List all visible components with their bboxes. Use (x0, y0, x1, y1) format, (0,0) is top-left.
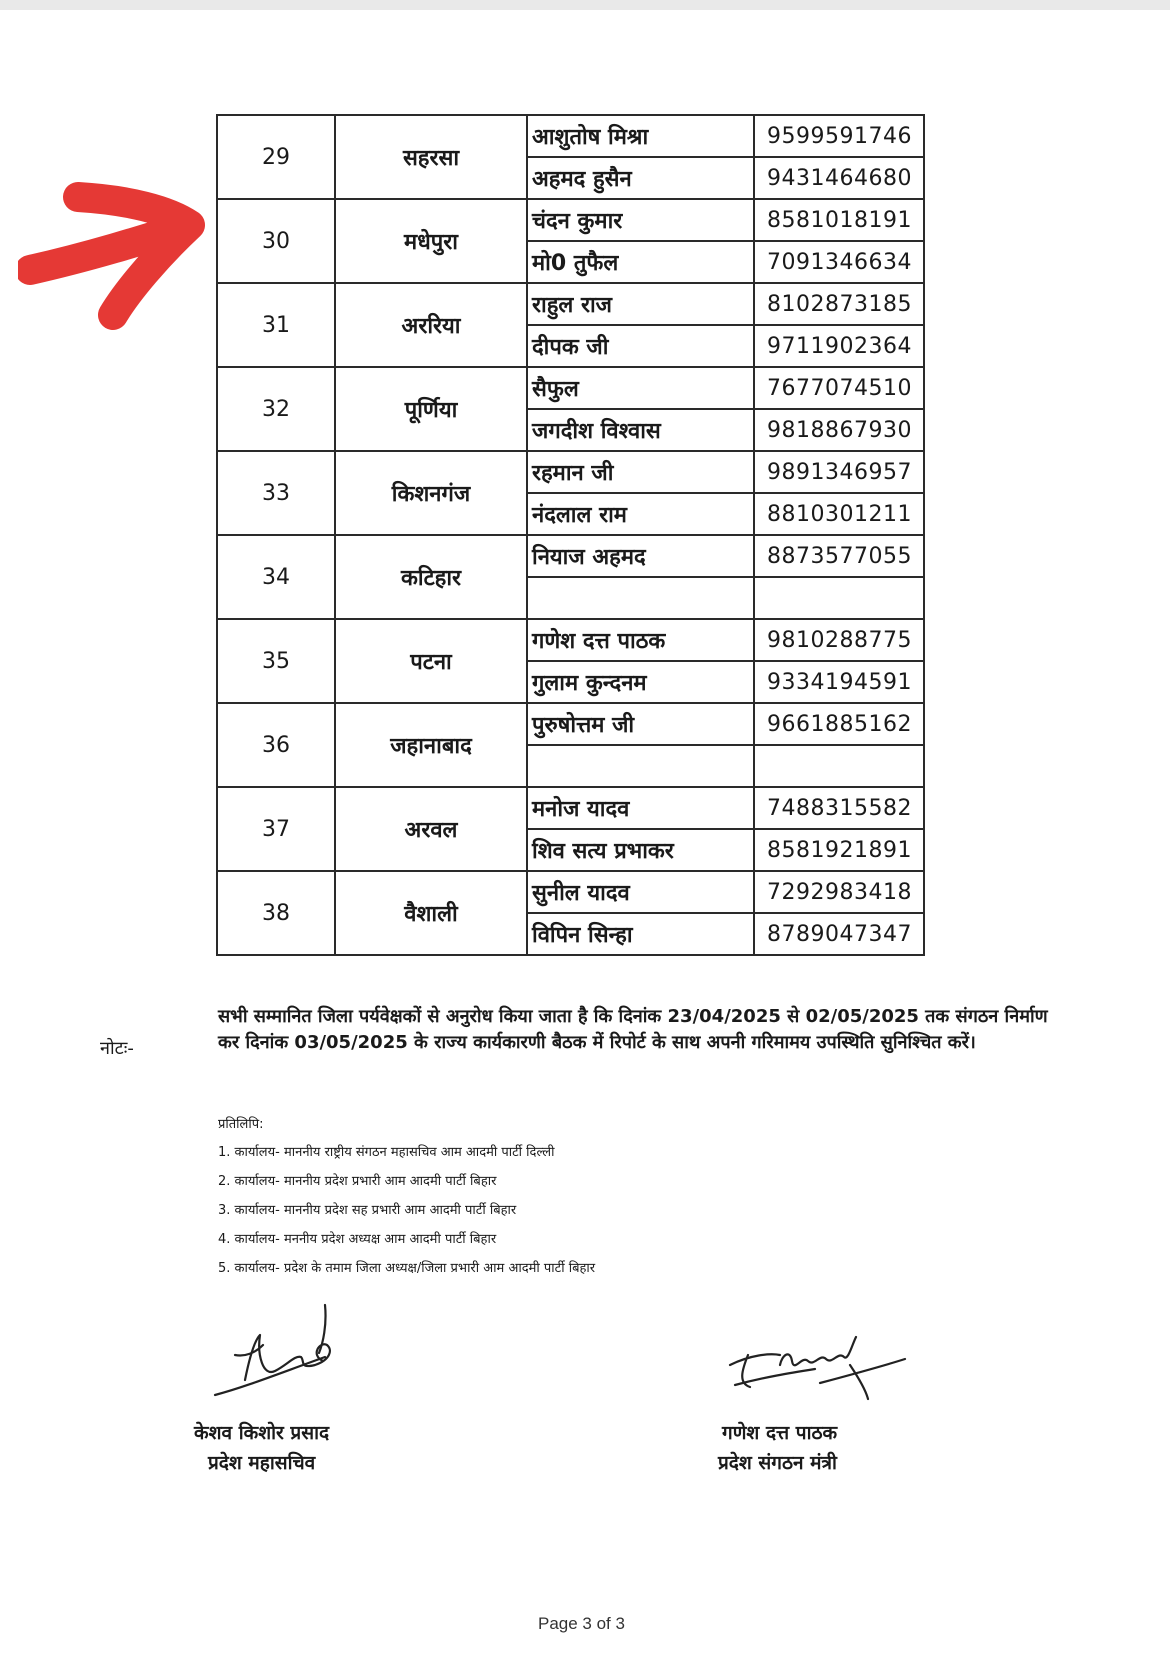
table-row (217, 115, 924, 157)
signature-left (205, 1295, 355, 1405)
cc-heading: प्रतिलिपि: (218, 1117, 264, 1132)
district-name: किशनगंज (335, 451, 527, 535)
table-row (217, 871, 924, 913)
cc-item: 4. कार्यालय- मननीय प्रदेश अध्यक्ष आम आदमी पार्टी बिहार (218, 1232, 497, 1247)
cc-item: 2. कार्यालय- माननीय प्रदेश प्रभारी आम आदमी पार्टी बिहार (218, 1174, 497, 1189)
observer-phone: 9334194591 (754, 661, 924, 703)
table-row (217, 451, 924, 493)
serial-number: 30 (217, 199, 335, 283)
observer-name: मो0 तुफैल (527, 241, 754, 283)
serial-number: 32 (217, 367, 335, 451)
signature-right (720, 1325, 910, 1405)
observer-name: सुनील यादव (527, 871, 754, 913)
observer-phone (754, 745, 924, 787)
observer-phone: 7488315582 (754, 787, 924, 829)
observer-name (527, 745, 754, 787)
top-bar (0, 0, 1170, 10)
serial-number: 38 (217, 871, 335, 955)
observer-name: गुलाम कुन्दनम (527, 661, 754, 703)
serial-number: 35 (217, 619, 335, 703)
observer-name: जगदीश विश्वास (527, 409, 754, 451)
observer-phone: 9431464680 (754, 157, 924, 199)
observer-phone: 8810301211 (754, 493, 924, 535)
signatory-name: केशव किशोर प्रसाद (194, 1422, 330, 1444)
observer-name: विपिन सिन्हा (527, 913, 754, 955)
table-row (217, 703, 924, 745)
signatory-title: प्रदेश महासचिव (208, 1452, 316, 1474)
district-name: पूर्णिया (335, 367, 527, 451)
note-label: नोटः- (100, 1038, 134, 1059)
observer-name: गणेश दत्त पाठक (527, 619, 754, 661)
observer-phone: 9661885162 (754, 703, 924, 745)
serial-number: 29 (217, 115, 335, 199)
table-row (217, 367, 924, 409)
district-name: अरवल (335, 787, 527, 871)
red-arrow-annotation (18, 175, 218, 345)
table-row (217, 283, 924, 325)
district-name: जहानाबाद (335, 703, 527, 787)
observer-phone: 8873577055 (754, 535, 924, 577)
cc-item: 1. कार्यालय- माननीय राष्ट्रीय संगठन महासचिव आम आदमी पार्टी दिल्ली (218, 1145, 555, 1160)
page-number: Page 3 of 3 (538, 1614, 625, 1633)
district-name: अररिया (335, 283, 527, 367)
observer-phone: 9599591746 (754, 115, 924, 157)
observer-name: राहुल राज (527, 283, 754, 325)
cc-item: 3. कार्यालय- माननीय प्रदेश सह प्रभारी आम आदमी पार्टी बिहार (218, 1203, 517, 1218)
observer-name: मनोज यादव (527, 787, 754, 829)
district-name: सहरसा (335, 115, 527, 199)
district-name: कटिहार (335, 535, 527, 619)
observer-name: दीपक जी (527, 325, 754, 367)
observer-phone: 7292983418 (754, 871, 924, 913)
district-name: वैशाली (335, 871, 527, 955)
observer-name: शिव सत्य प्रभाकर (527, 829, 754, 871)
observer-name (527, 577, 754, 619)
signatory-title: प्रदेश संगठन मंत्री (718, 1452, 837, 1474)
observer-phone: 8581018191 (754, 199, 924, 241)
cc-item: 5. कार्यालय- प्रदेश के तमाम जिला अध्यक्ष/जिला प्रभारी आम आदमी पार्टी बिहार (218, 1261, 596, 1276)
district-name: मधेपुरा (335, 199, 527, 283)
serial-number: 36 (217, 703, 335, 787)
observer-name: पुरुषोत्तम जी (527, 703, 754, 745)
observer-phone: 9810288775 (754, 619, 924, 661)
cc-list (218, 1144, 595, 1289)
observer-name: रहमान जी (527, 451, 754, 493)
observer-name: नियाज अहमद (527, 535, 754, 577)
table-row (217, 199, 924, 241)
serial-number: 31 (217, 283, 335, 367)
signatory-right (718, 1418, 837, 1478)
observer-name: आशुतोष मिश्रा (527, 115, 754, 157)
table-row (217, 535, 924, 577)
table-row (217, 787, 924, 829)
note-text: सभी सम्मानित जिला पर्यवेक्षकों से अनुरोध किया जाता है कि दिनांक 23/04/2025 से 02/05/2025 तक संगठन निर्माण कर दिनांक 03/05/2025 के राज्य कार्यकारणी बैठक में रिपोर्ट के साथ अपनी गरिमामय उपस्थिति सुनिश्चित करें। (218, 1006, 1048, 1053)
observer-phone (754, 577, 924, 619)
observer-name: अहमद हुसैन (527, 157, 754, 199)
serial-number: 33 (217, 451, 335, 535)
observer-name: सैफुल (527, 367, 754, 409)
district-name: पटना (335, 619, 527, 703)
observer-phone: 9818867930 (754, 409, 924, 451)
observer-phone: 8102873185 (754, 283, 924, 325)
signatory-left (194, 1418, 329, 1478)
observer-phone: 8581921891 (754, 829, 924, 871)
table-row (217, 619, 924, 661)
observer-name: चंदन कुमार (527, 199, 754, 241)
serial-number: 37 (217, 787, 335, 871)
serial-number: 34 (217, 535, 335, 619)
district-observer-table (216, 114, 925, 956)
observer-phone: 9711902364 (754, 325, 924, 367)
signatory-name: गणेश दत्त पाठक (722, 1422, 838, 1444)
observer-phone: 8789047347 (754, 913, 924, 955)
observer-phone: 7677074510 (754, 367, 924, 409)
observer-phone: 7091346634 (754, 241, 924, 283)
observer-name: नंदलाल राम (527, 493, 754, 535)
observer-phone: 9891346957 (754, 451, 924, 493)
